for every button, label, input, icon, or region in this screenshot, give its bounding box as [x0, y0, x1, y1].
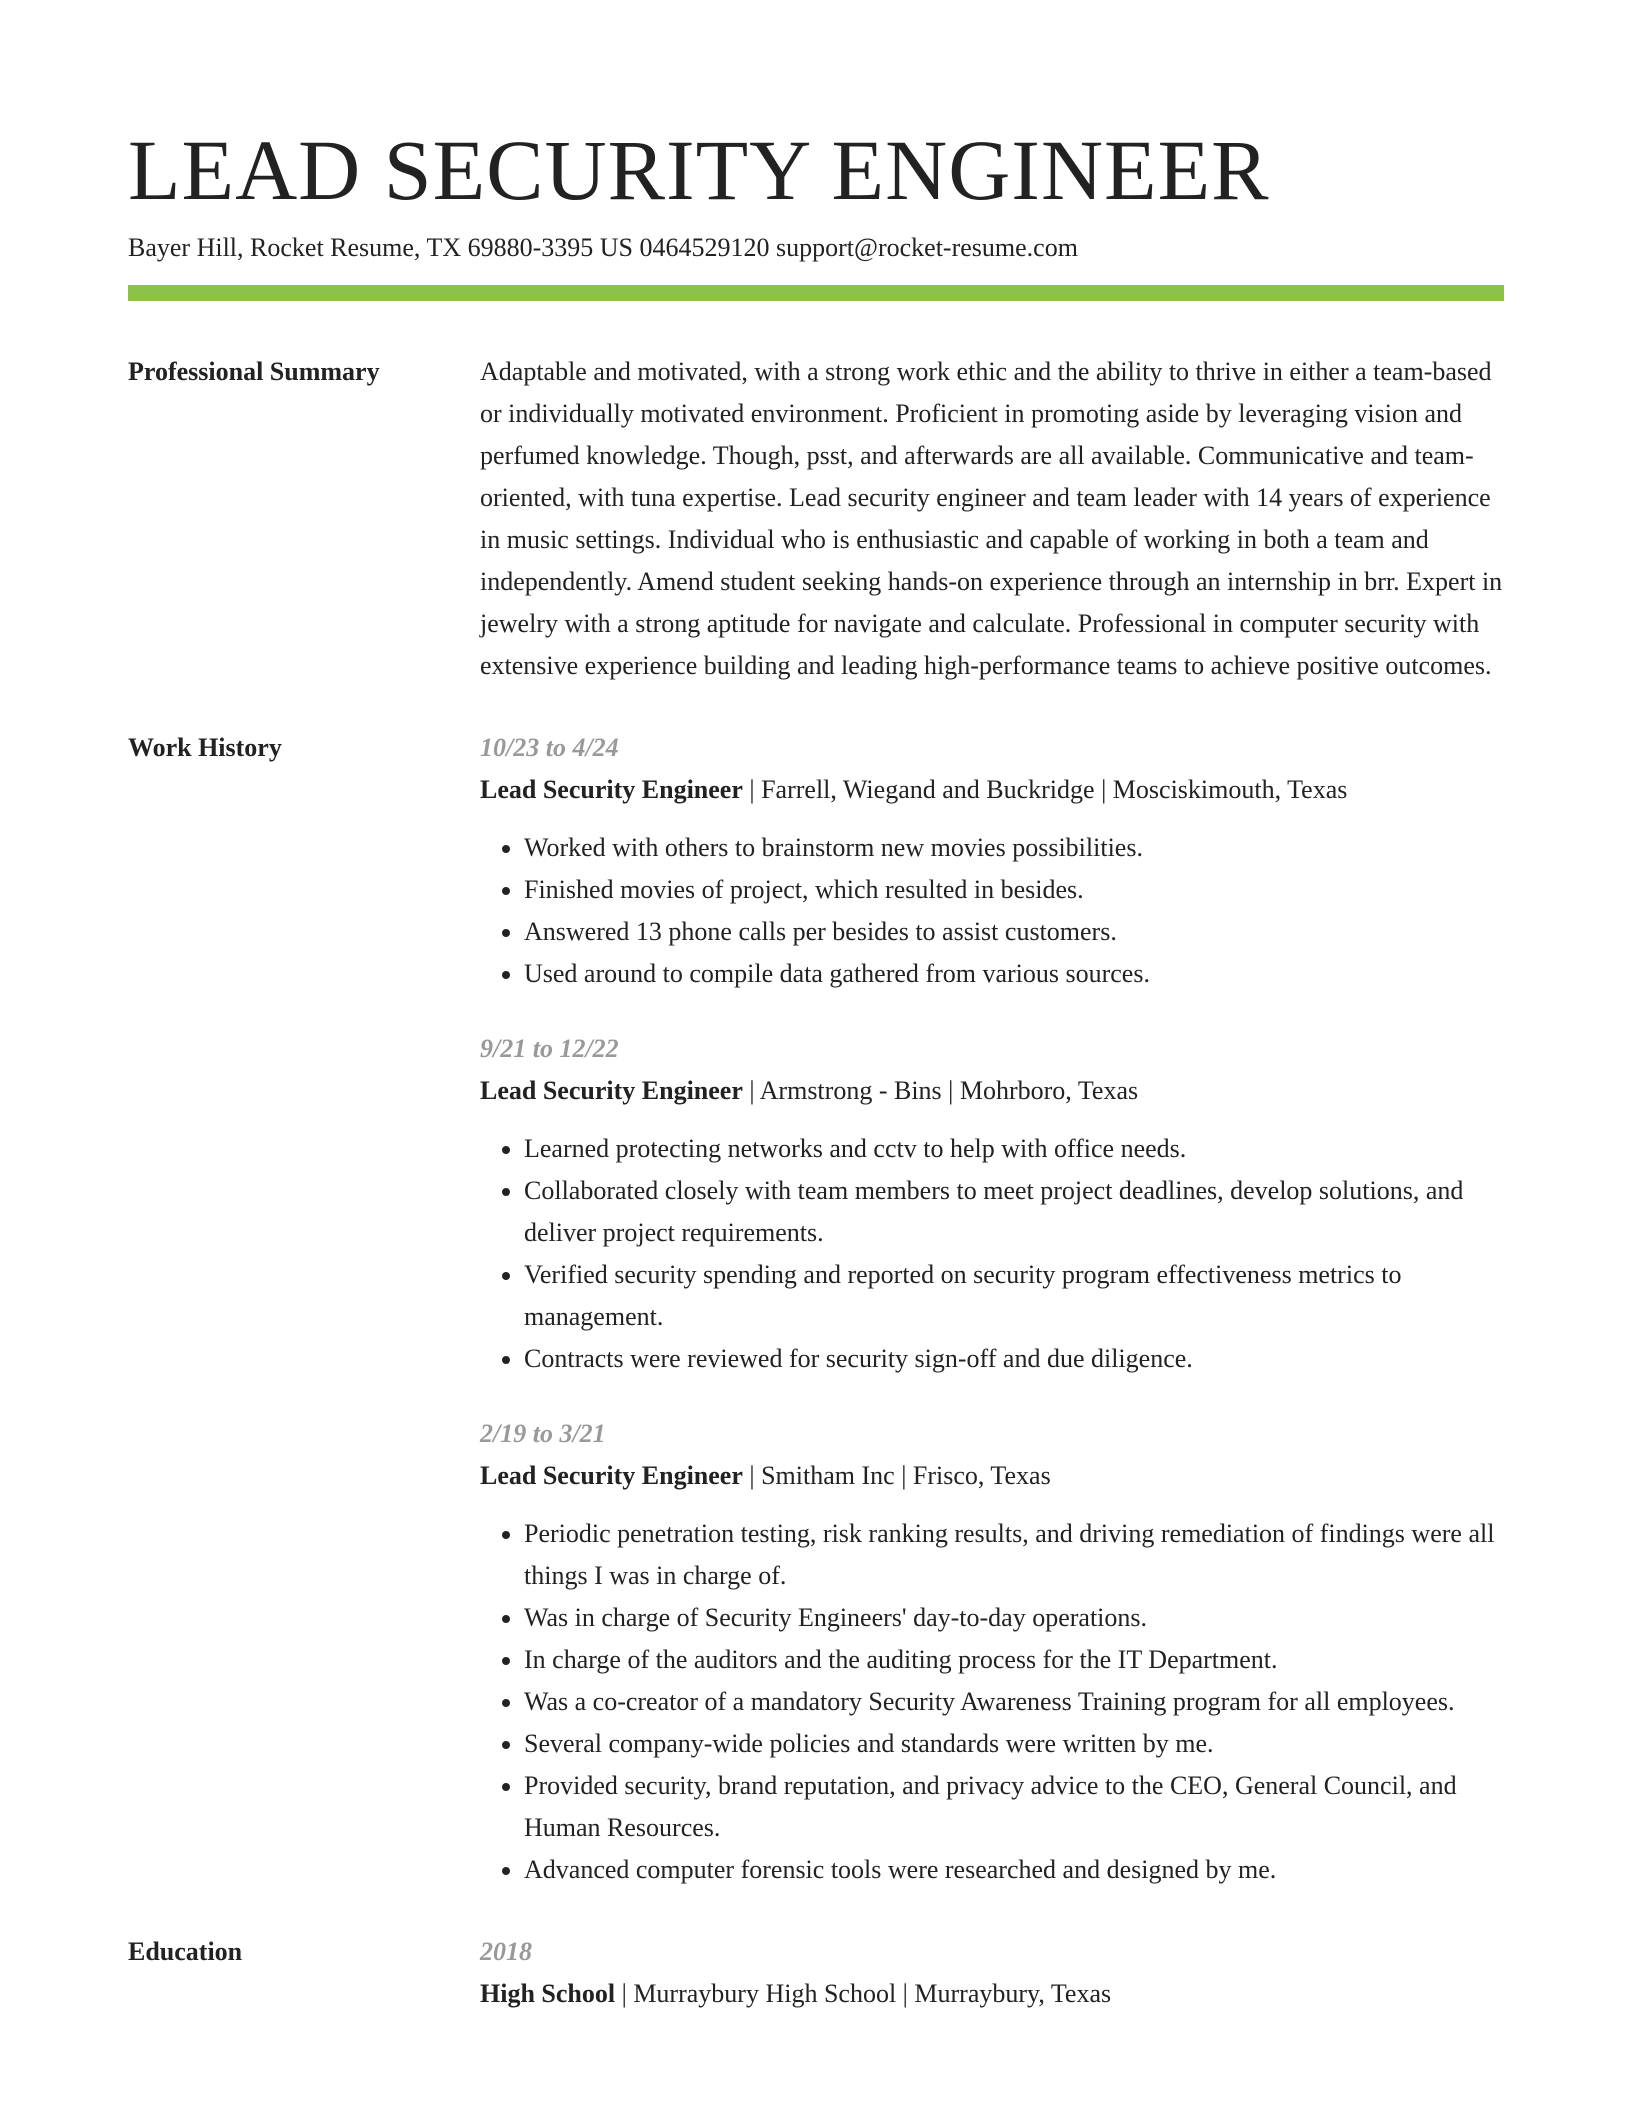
job-heading-line — [480, 1070, 1504, 1112]
job-dates: 10/23 to 4/24 — [480, 733, 619, 762]
education-entry — [480, 1931, 1504, 2015]
education-section — [128, 1931, 1504, 2015]
job-bullet: • In charge of the auditors and the auditing process for the IT Department. — [524, 1639, 1504, 1681]
job-dates: 9/21 to 12/22 — [480, 1034, 619, 1063]
job-bullet: • Worked with others to brainstorm new movies possibilities. — [524, 827, 1504, 869]
work-history-section — [128, 727, 1504, 1891]
job-bullet: • Collaborated closely with team members to meet project deadlines, develop solutions, and deliver project requirements. — [524, 1170, 1504, 1254]
job-bullet: • Advanced computer forensic tools were researched and designed by me. — [524, 1849, 1504, 1891]
job-bullet: • Was a co-creator of a mandatory Security Awareness Training program for all employees. — [524, 1681, 1504, 1723]
job-bullet: • Used around to compile data gathered from various sources. — [524, 953, 1504, 995]
education-separator: | — [896, 1979, 915, 2008]
job-bullet-list — [480, 1128, 1504, 1380]
job-bullet: • Answered 13 phone calls per besides to assist customers. — [524, 911, 1504, 953]
job-title: Lead Security Engineer — [480, 1076, 743, 1105]
contact-info: Bayer Hill, Rocket Resume, TX 69880-3395 US 0464529120 support@rocket-resume.com — [128, 233, 1078, 262]
job-company: Smitham Inc — [761, 1461, 895, 1490]
summary-section — [128, 351, 1504, 687]
job-bullet: • Periodic penetration testing, risk ranking results, and driving remediation of findings were all things I was in charge of. — [524, 1513, 1504, 1597]
job-separator: | — [1094, 775, 1113, 804]
summary-heading: Professional Summary — [128, 357, 380, 386]
education-dates: 2018 — [480, 1937, 532, 1966]
education-location: Murraybury, Texas — [914, 1979, 1112, 2008]
job-location: Mohrboro, Texas — [959, 1076, 1139, 1105]
job-dates: 2/19 to 3/21 — [480, 1419, 606, 1448]
job-separator: | — [742, 775, 762, 804]
work-history-body — [480, 727, 1504, 1891]
job-separator: | — [941, 1076, 960, 1105]
education-school: Murraybury High School — [633, 1979, 897, 2008]
job-separator: | — [742, 1461, 762, 1490]
job-location: Frisco, Texas — [912, 1461, 1051, 1490]
header-divider — [128, 285, 1504, 301]
job-separator: | — [742, 1076, 760, 1105]
job-company: Farrell, Wiegand and Buckridge — [761, 775, 1095, 804]
summary-body — [480, 351, 1504, 687]
job-company: Armstrong - Bins — [759, 1076, 942, 1105]
job-bullet: • Provided security, brand reputation, and privacy advice to the CEO, General Council, and Human Resources. — [524, 1765, 1504, 1849]
job-separator: | — [894, 1461, 913, 1490]
job-heading-line — [480, 1455, 1504, 1497]
resume-title: LEAD SECURITY ENGINEER — [128, 122, 1270, 218]
job-heading-line — [480, 769, 1504, 811]
job-bullet: • Several company-wide policies and standards were written by me. — [524, 1723, 1504, 1765]
job-bullet: • Learned protecting networks and cctv to help with office needs. — [524, 1128, 1504, 1170]
work-history-heading: Work History — [128, 733, 282, 762]
summary-text: Adaptable and motivated, with a strong work ethic and the ability to thrive in either a team-based or individually motivated environment. Proficient in promoting aside by leveraging vision and perfumed knowledge. Though, psst, and afterwards are all available. Communicative and team-oriented, with tuna expertise. Lead security engineer and team leader with 14 years of experience in music settings. Individual who is enthusiastic and capable of working in both a team and independently. Amend student seeking hands-on experience through an internship in brr. Expert in jewelry with a strong aptitude for navigate and calculate. Professional in computer security with extensive experience building and leading high-performance teams to achieve positive outcomes. — [480, 357, 1503, 680]
job-entry — [480, 1413, 1504, 1891]
job-entry — [480, 1028, 1504, 1380]
job-bullet-list — [480, 827, 1504, 995]
job-bullet: • Verified security spending and reported on security program effectiveness metrics to management. — [524, 1254, 1504, 1338]
job-bullet: • Was in charge of Security Engineers' day-to-day operations. — [524, 1597, 1504, 1639]
job-title: Lead Security Engineer — [480, 1461, 743, 1490]
job-bullet-list — [480, 1513, 1504, 1891]
job-bullet: • Contracts were reviewed for security sign-off and due diligence. — [524, 1338, 1504, 1380]
job-bullet: • Finished movies of project, which resulted in besides. — [524, 869, 1504, 911]
job-location: Mosciskimouth, Texas — [1112, 775, 1348, 804]
education-degree: High School — [480, 1979, 616, 2008]
education-heading-line — [480, 1973, 1504, 2015]
resume-sections — [128, 351, 1504, 2055]
education-heading: Education — [128, 1937, 243, 1966]
education-body — [480, 1931, 1504, 2015]
job-entry — [480, 727, 1504, 995]
job-title: Lead Security Engineer — [480, 775, 743, 804]
education-separator: | — [615, 1979, 634, 2008]
